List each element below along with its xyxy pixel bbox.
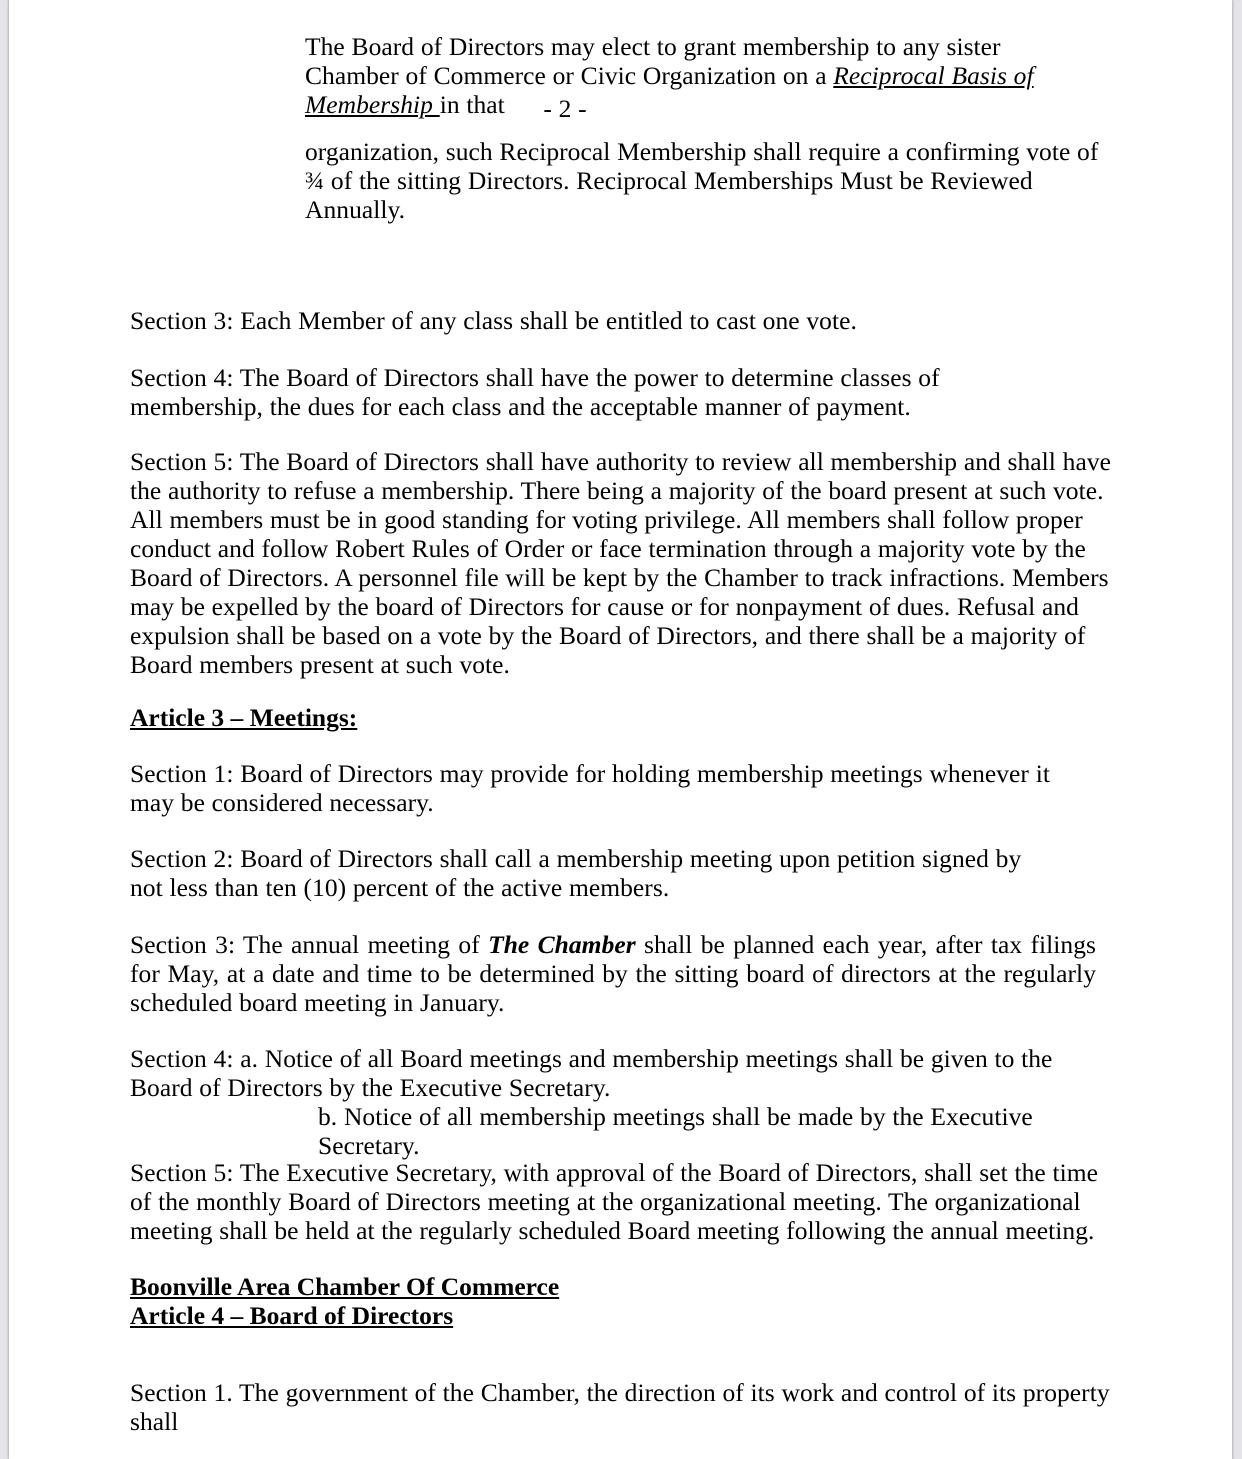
article3-section-5: Section 5: The Executive Secretary, with approval of the Board of Directors, shall set the time of the monthly Board of Directors meeting at the organizational meeting. The organizational meeting shall be held at the regularly scheduled Board meeting following the annual meeting. xyxy=(130,1158,1099,1245)
article3-section-1: Section 1: Board of Directors may provide for holding membership meetings whenever it may be considered necessary. xyxy=(130,759,1050,817)
article3-section-2: Section 2: Board of Directors shall call a membership meeting upon petition signed by not less than ten (10) percent of the active members. xyxy=(130,844,1022,902)
article-3-heading: Article 3 – Meetings: xyxy=(130,703,358,732)
organization-name-heading: Boonville Area Chamber Of Commerce xyxy=(130,1272,560,1301)
page-content xyxy=(9,0,1232,1459)
continued-paragraph: organization, such Reciprocal Membership shall require a confirming vote of ¾ of the sitting Directors. Reciprocal Memberships Must be Reviewed Annually. xyxy=(305,137,1099,224)
the-chamber-bold-italic: The Chamber xyxy=(488,930,636,959)
article-4-heading: Article 4 – Board of Directors xyxy=(130,1301,454,1330)
top-paragraph-text-after-italic: in that xyxy=(439,90,505,119)
article3-section-4a-text: Section 4: a. Notice of all Board meetings and membership meetings shall be given to the Board of Directors by the Executive Secretary. xyxy=(130,1044,1053,1102)
document-page xyxy=(9,0,1232,1459)
article3-section-3 xyxy=(130,930,1096,1017)
article4-section-1: Section 1. The government of the Chamber, the direction of its work and control of its property shall xyxy=(130,1378,1110,1436)
reciprocal-basis-italic-phrase: Reciprocal Basis of Membership xyxy=(305,61,1034,119)
article2-section-4: Section 4: The Board of Directors shall have the power to determine classes of membership, the dues for each class and the acceptable manner of payment. xyxy=(130,363,940,421)
article3-section-3-after-bold: shall be planned each year, after tax filings for May, at a date and time to be determined by the sitting board of directors at the regularly scheduled board meeting in January. xyxy=(130,930,1096,1017)
article3-section-4 xyxy=(130,1044,1075,1160)
article3-section-4b-text: b. Notice of all membership meetings shall be made by the Executive Secretary. xyxy=(318,1102,1033,1160)
article2-section-5: Section 5: The Board of Directors shall have authority to review all membership and shall have the authority to refuse a membership. There being a majority of the board present at such vote. All members must be in good standing for voting privilege. All members shall follow proper conduct and follow Robert Rules of Order or face termination through a majority vote by the Board of Directors. A personnel file will be kept by the Chamber to track infractions. Members may be expelled by the board of Directors for cause or for nonpayment of dues. Refusal and expulsion shall be based on a vote by the Board of Directors, and there shall be a majority of Board members present at such vote. xyxy=(130,447,1112,679)
page-number-marker: - 2 - xyxy=(543,94,587,123)
page-gutter-left xyxy=(0,0,9,1459)
article2-section-3: Section 3: Each Member of any class shall be entitled to cast one vote. xyxy=(130,306,857,335)
page-gutter-right xyxy=(1233,0,1242,1459)
top-paragraph-text-before-italic: The Board of Directors may elect to grant membership to any sister Chamber of Commerce or Civic Organization on a xyxy=(305,32,1001,90)
article3-section-3-before-bold: Section 3: The annual meeting of xyxy=(130,930,489,959)
